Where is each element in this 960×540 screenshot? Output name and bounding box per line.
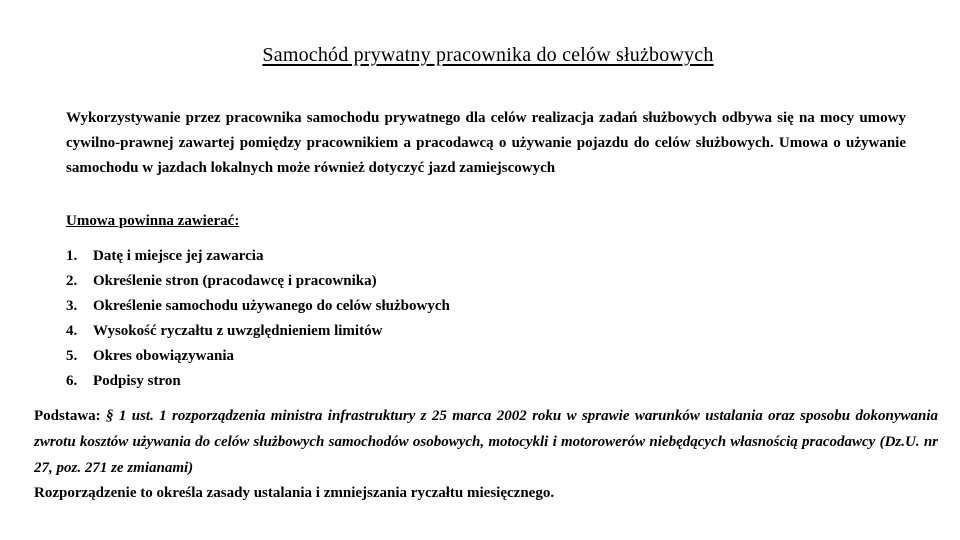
- list-item: [66, 319, 450, 344]
- list-item-text: Wysokość ryczałtu z uwzględnieniem limitów: [93, 323, 383, 339]
- closing-paragraph: Rozporządzenie to określa zasady ustalania i zmniejszania ryczałtu miesięcznego.: [34, 485, 555, 501]
- slide-title: Samochód prywatny pracownika do celów służbowych: [262, 44, 714, 66]
- list-item-number: 4.: [66, 323, 78, 339]
- list-item: [66, 344, 450, 369]
- list-item: [66, 269, 450, 294]
- list-item-text: Okres obowiązywania: [93, 348, 234, 364]
- requirements-list: [66, 244, 450, 394]
- legal-basis-label: Podstawa:: [34, 408, 107, 424]
- list-item-number: 2.: [66, 273, 78, 289]
- list-item: [66, 244, 450, 269]
- list-heading: Umowa powinna zawierać:: [66, 213, 240, 229]
- intro-paragraph: Wykorzystywanie przez pracownika samochodu prywatnego dla celów realizacja zadań służbowych odbywa się na mocy umowy cywilno-prawnej zawartej pomiędzy pracownikiem a pracodawcą o używanie pojazdu do celów służbowych. Umowa o używanie samochodu w jazdach lokalnych może również dotyczyć jazd zamiejscowych: [66, 110, 906, 176]
- list-item-text: Określenie stron (pracodawcę i pracownika): [93, 273, 377, 289]
- legal-basis-reference: § 1 ust. 1 rozporządzenia ministra infrastruktury z 25 marca 2002 roku w sprawie warunków ustalania oraz sposobu dokonywania zwrotu kosztów używania do celów służbowych samochodów osobowych, motocykli i motorowerów niebędących własnością pracodawcy (Dz.U. nr 27, poz. 271 ze zmianami): [34, 408, 939, 476]
- list-item-text: Określenie samochodu używanego do celów służbowych: [93, 298, 450, 314]
- list-item-text: Podpisy stron: [93, 373, 181, 389]
- list-item-text: Datę i miejsce jej zawarcia: [93, 248, 264, 264]
- list-item-number: 3.: [66, 298, 78, 314]
- list-item: [66, 294, 450, 319]
- list-item-number: 5.: [66, 348, 78, 364]
- list-item: [66, 369, 450, 394]
- list-item-number: 1.: [66, 248, 78, 264]
- legal-basis-paragraph: [34, 403, 938, 481]
- list-item-number: 6.: [66, 373, 78, 389]
